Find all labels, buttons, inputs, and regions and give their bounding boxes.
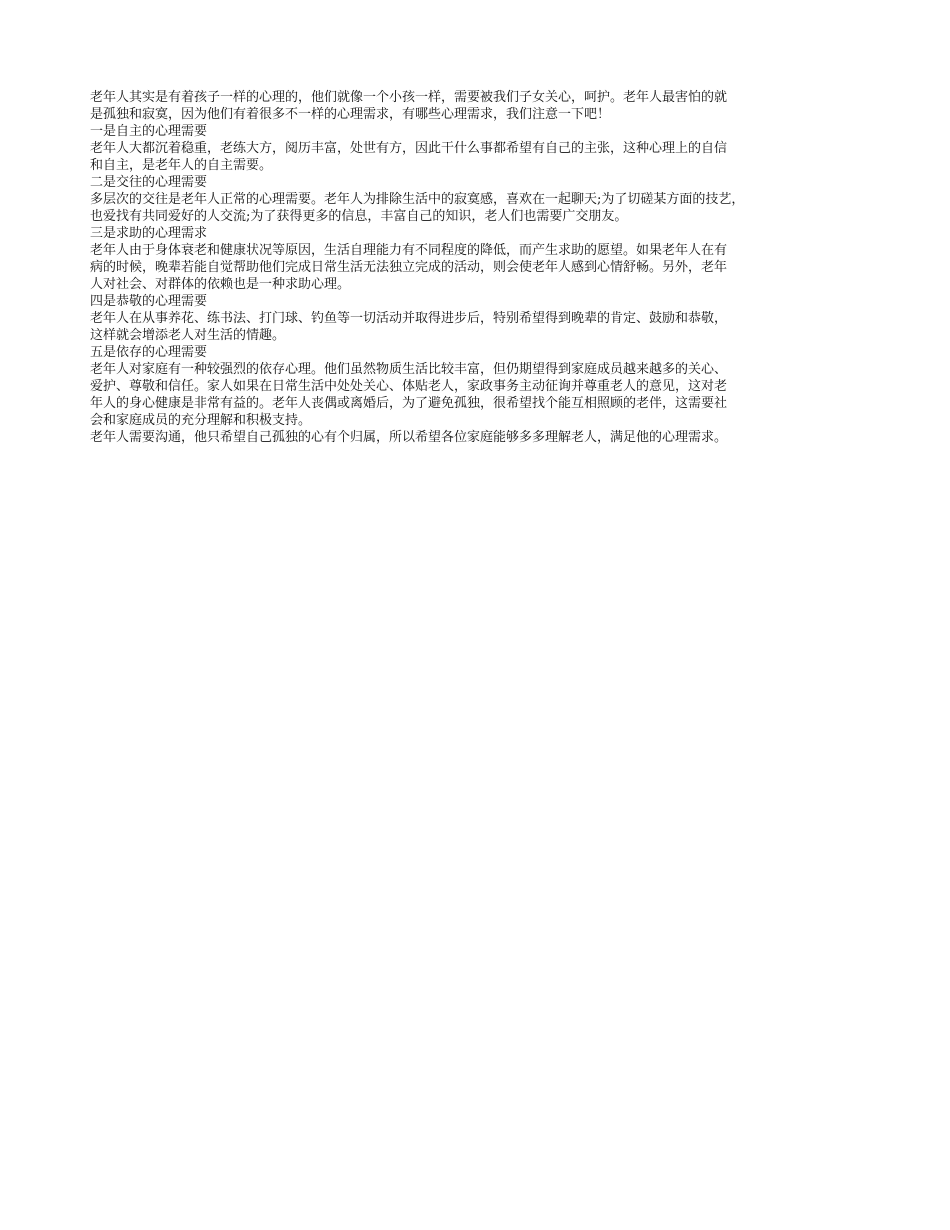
text-line: 老年人由于身体衰老和健康状况等原因，生活自理能力有不同程度的降低，而产生求助的愿望。如果老年人在有	[90, 243, 728, 258]
document-page	[90, 89, 870, 446]
section-heading	[90, 174, 870, 191]
section-heading	[90, 123, 870, 140]
section-paragraph	[90, 191, 870, 225]
text-line: 爱护、尊敬和信任。家人如果在日常生活中处处关心、体贴老人，家政事务主动征询并尊重老人的意见，这对老	[90, 379, 728, 394]
text-line: 年人的身心健康是非常有益的。老年人丧偶或离婚后，为了避免孤独，很希望找个能互相照顾的老伴，这需要社	[90, 396, 728, 411]
text-line: 病的时候，晚辈若能自觉帮助他们完成日常生活无法独立完成的活动，则会使老年人感到心情舒畅。另外，老年	[90, 260, 728, 275]
text-line: 老年人需要沟通，他只希望自己孤独的心有个归属，所以希望各位家庭能够多多理解老人，满足他的心理需求。	[90, 430, 728, 445]
text-line: 老年人其实是有着孩子一样的心理的，他们就像一个小孩一样，需要被我们子女关心，呵护。老年人最害怕的就	[90, 90, 728, 105]
text-line: 老年人对家庭有一种较强烈的依存心理。他们虽然物质生活比较丰富，但仍期望得到家庭成员越来越多的关心、	[90, 362, 728, 377]
section-heading	[90, 225, 870, 242]
intro-paragraph	[90, 89, 870, 123]
heading-text: 一是自主的心理需要	[90, 124, 208, 139]
text-line: 人对社会、对群体的依赖也是一种求助心理。	[90, 277, 351, 292]
section-heading	[90, 344, 870, 361]
section-paragraph	[90, 361, 870, 429]
section-paragraph	[90, 140, 870, 174]
text-line: 和自主，是老年人的自主需要。	[90, 158, 273, 173]
text-line: 会和家庭成员的充分理解和积极支持。	[90, 413, 312, 428]
section-heading	[90, 293, 870, 310]
heading-text: 二是交往的心理需要	[90, 175, 208, 190]
closing-paragraph	[90, 429, 870, 446]
text-line: 也爱找有共同爱好的人交流;为了获得更多的信息，丰富自己的知识，老人们也需要广交朋友。	[90, 209, 628, 224]
text-line: 老年人在从事养花、练书法、打门球、钓鱼等一切活动并取得进步后，特别希望得到晚辈的肯定、鼓励和恭敬，	[90, 311, 728, 326]
text-line: 老年人大都沉着稳重，老练大方，阅历丰富，处世有方，因此干什么事都希望有自己的主张，这种心理上的自信	[90, 141, 728, 156]
heading-text: 四是恭敬的心理需要	[90, 294, 208, 309]
text-line: 是孤独和寂寞，因为他们有着很多不一样的心理需求，有哪些心理需求，我们注意一下吧！	[90, 107, 611, 122]
heading-text: 三是求助的心理需求	[90, 226, 208, 241]
section-paragraph	[90, 242, 870, 293]
text-line: 多层次的交往是老年人正常的心理需要。老年人为排除生活中的寂寞感，喜欢在一起聊天;为了切磋某方面的技艺，	[90, 192, 745, 207]
section-paragraph	[90, 310, 870, 344]
text-line: 这样就会增添老人对生活的情趣。	[90, 328, 286, 343]
heading-text: 五是依存的心理需要	[90, 345, 208, 360]
